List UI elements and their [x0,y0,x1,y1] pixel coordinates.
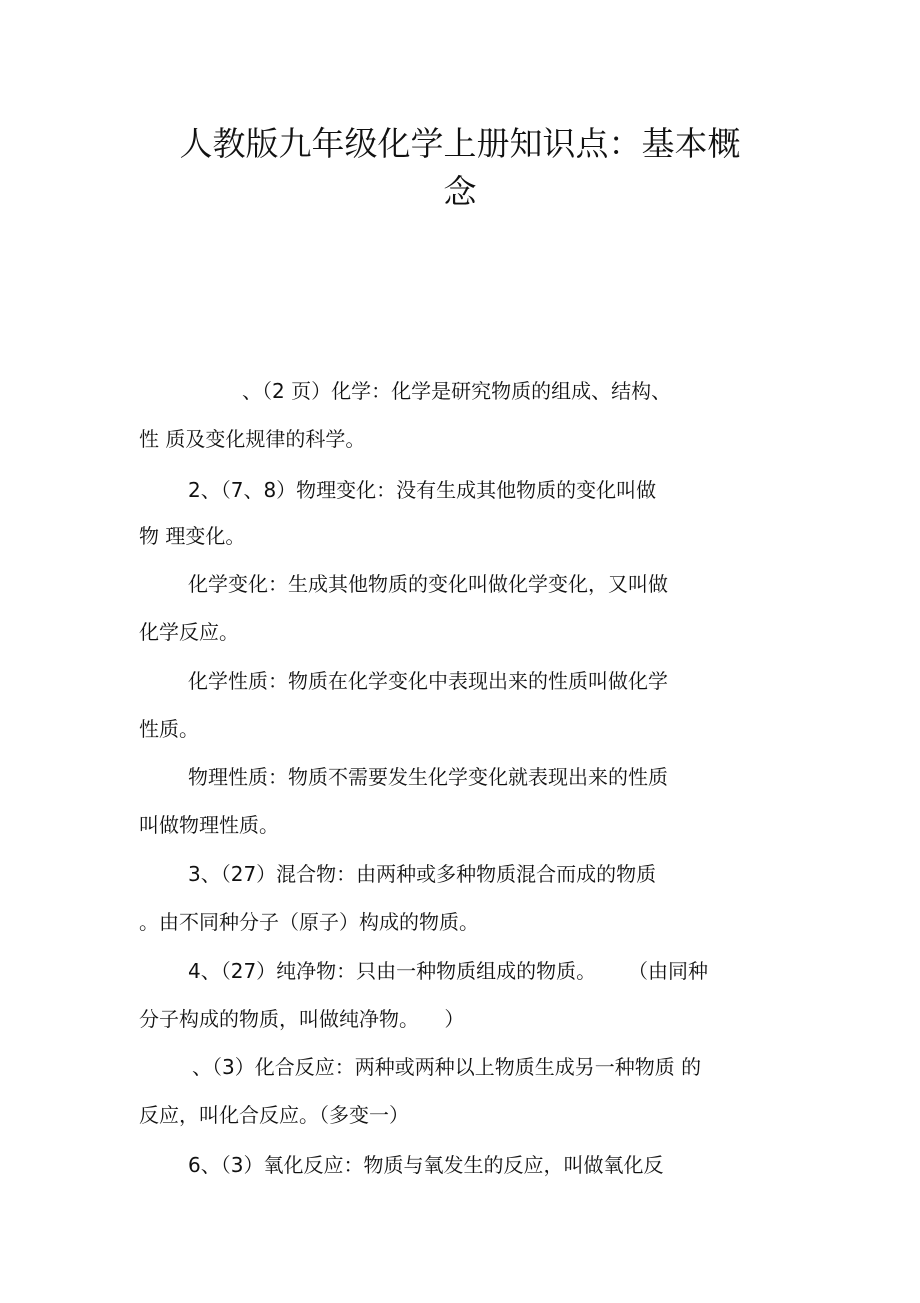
paragraph-line: 反应，叫化合反应。（多变一） [139,1103,409,1127]
paragraph-line: 叫做物理性质。 [139,813,279,837]
paragraph-line: 、（3）化合反应：两种或两种以上物质生成另一种物质 的 [192,1055,702,1079]
paragraph-line: 6、（3）氧化反应：物质与氧发生的反应，叫做氧化反 [188,1153,664,1177]
document-title-line-2: 念 [443,172,477,211]
paragraph-line: 2、（7、8）物理变化：没有生成其他物质的变化叫做 [188,478,657,502]
paragraph-line: 4、（27）纯净物：只由一种物质组成的物质。 （由同种 [188,959,708,983]
paragraph-line: 、（2 页）化学：化学是研究物质的组成、结构、 [242,379,672,403]
paragraph-line: 化学反应。 [139,620,239,644]
document-title-line-1: 人教版九年级化学上册知识点：基本概 [179,124,741,163]
paragraph-line: 物理性质：物质不需要发生化学变化就表现出来的性质 [188,765,668,789]
paragraph-line: 化学变化：生成其他物质的变化叫做化学变化，又叫做 [188,572,668,596]
paragraph-line: 性质。 [139,717,199,741]
paragraph-line: 化学性质：物质在化学变化中表现出来的性质叫做化学 [188,669,668,693]
paragraph-line: 物 理变化。 [139,524,246,548]
paragraph-line: 分子构成的物质，叫做纯净物。 ） [139,1007,465,1031]
paragraph-line: 3、（27）混合物：由两种或多种物质混合而成的物质 [188,862,657,886]
paragraph-line: 。由不同种分子（原子）构成的物质。 [139,910,479,934]
paragraph-line: 性 质及变化规律的科学。 [139,427,366,451]
